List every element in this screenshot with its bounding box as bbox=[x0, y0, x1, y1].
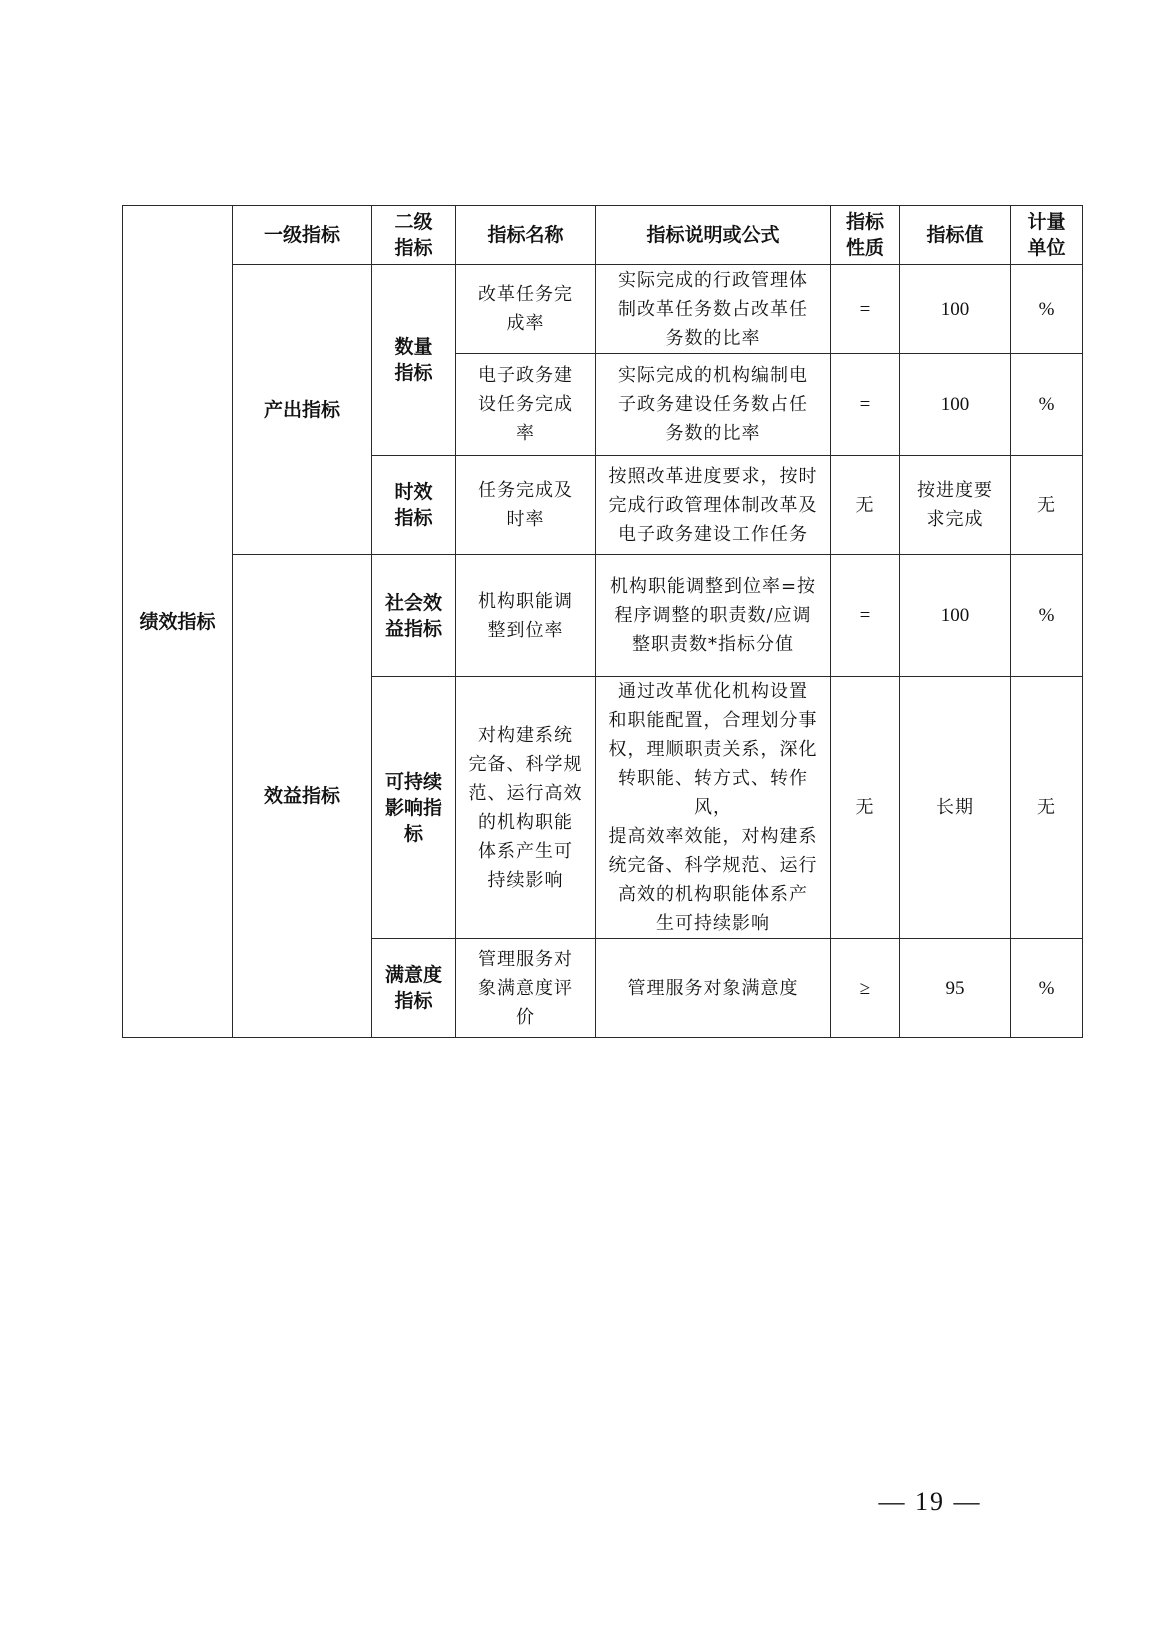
indicator-name: 任务完成及 时率 bbox=[456, 456, 596, 555]
indicator-name: 机构职能调 整到位率 bbox=[456, 555, 596, 677]
indicator-nature: 无 bbox=[831, 456, 900, 555]
header-description: 指标说明或公式 bbox=[596, 206, 831, 265]
indicator-unit: 无 bbox=[1011, 456, 1083, 555]
indicator-value: 100 bbox=[900, 555, 1011, 677]
page-number: — 19 — bbox=[878, 1487, 982, 1516]
indicator-description: 实际完成的行政管理体 制改革任务数占改革任 务数的比率 bbox=[596, 265, 831, 354]
indicator-unit: 无 bbox=[1011, 677, 1083, 939]
level2-social-benefit: 社会效 益指标 bbox=[372, 555, 456, 677]
indicator-nature: = bbox=[831, 555, 900, 677]
header-level1: 一级指标 bbox=[233, 206, 372, 265]
indicator-name: 对构建系统 完备、科学规 范、运行高效 的机构职能 体系产生可 持续影响 bbox=[456, 677, 596, 939]
indicator-nature: ≥ bbox=[831, 939, 900, 1038]
indicator-unit: % bbox=[1011, 354, 1083, 456]
indicator-value: 100 bbox=[900, 265, 1011, 354]
indicator-value: 100 bbox=[900, 354, 1011, 456]
level2-satisfaction: 满意度 指标 bbox=[372, 939, 456, 1038]
indicator-nature: 无 bbox=[831, 677, 900, 939]
indicator-unit: % bbox=[1011, 555, 1083, 677]
level1-benefit: 效益指标 bbox=[233, 555, 372, 1038]
level2-quantity: 数量 指标 bbox=[372, 265, 456, 456]
indicator-value: 95 bbox=[900, 939, 1011, 1038]
indicator-nature: = bbox=[831, 265, 900, 354]
indicator-unit: % bbox=[1011, 265, 1083, 354]
indicator-unit: % bbox=[1011, 939, 1083, 1038]
indicator-nature: = bbox=[831, 354, 900, 456]
indicator-name: 改革任务完 成率 bbox=[456, 265, 596, 354]
header-nature: 指标 性质 bbox=[831, 206, 900, 265]
level1-output: 产出指标 bbox=[233, 265, 372, 555]
indicator-description: 管理服务对象满意度 bbox=[596, 939, 831, 1038]
indicator-value: 按进度要 求完成 bbox=[900, 456, 1011, 555]
indicator-value: 长期 bbox=[900, 677, 1011, 939]
header-level2: 二级 指标 bbox=[372, 206, 456, 265]
indicator-name: 电子政务建 设任务完成 率 bbox=[456, 354, 596, 456]
header-name: 指标名称 bbox=[456, 206, 596, 265]
table-row bbox=[123, 265, 1083, 354]
indicator-description: 按照改革进度要求，按时 完成行政管理体制改革及 电子政务建设工作任务 bbox=[596, 456, 831, 555]
header-value: 指标值 bbox=[900, 206, 1011, 265]
section-label: 绩效指标 bbox=[123, 206, 233, 1038]
indicator-description: 机构职能调整到位率=按 程序调整的职责数/应调 整职责数*指标分值 bbox=[596, 555, 831, 677]
performance-indicator-table bbox=[122, 205, 1083, 1038]
indicator-description: 通过改革优化机构设置 和职能配置，合理划分事 权，理顺职责关系，深化 转职能、转方式、转作风， 提高效率效能，对构建系 统完备、科学规范、运行 高效的机构职能体系产 生可持续影响 bbox=[596, 677, 831, 939]
level2-sustainable-impact: 可持续 影响指 标 bbox=[372, 677, 456, 939]
table-header-row bbox=[123, 206, 1083, 265]
indicator-name: 管理服务对 象满意度评 价 bbox=[456, 939, 596, 1038]
level2-timeliness: 时效 指标 bbox=[372, 456, 456, 555]
header-unit: 计量 单位 bbox=[1011, 206, 1083, 265]
table-row bbox=[123, 555, 1083, 677]
indicator-description: 实际完成的机构编制电 子政务建设任务数占任 务数的比率 bbox=[596, 354, 831, 456]
